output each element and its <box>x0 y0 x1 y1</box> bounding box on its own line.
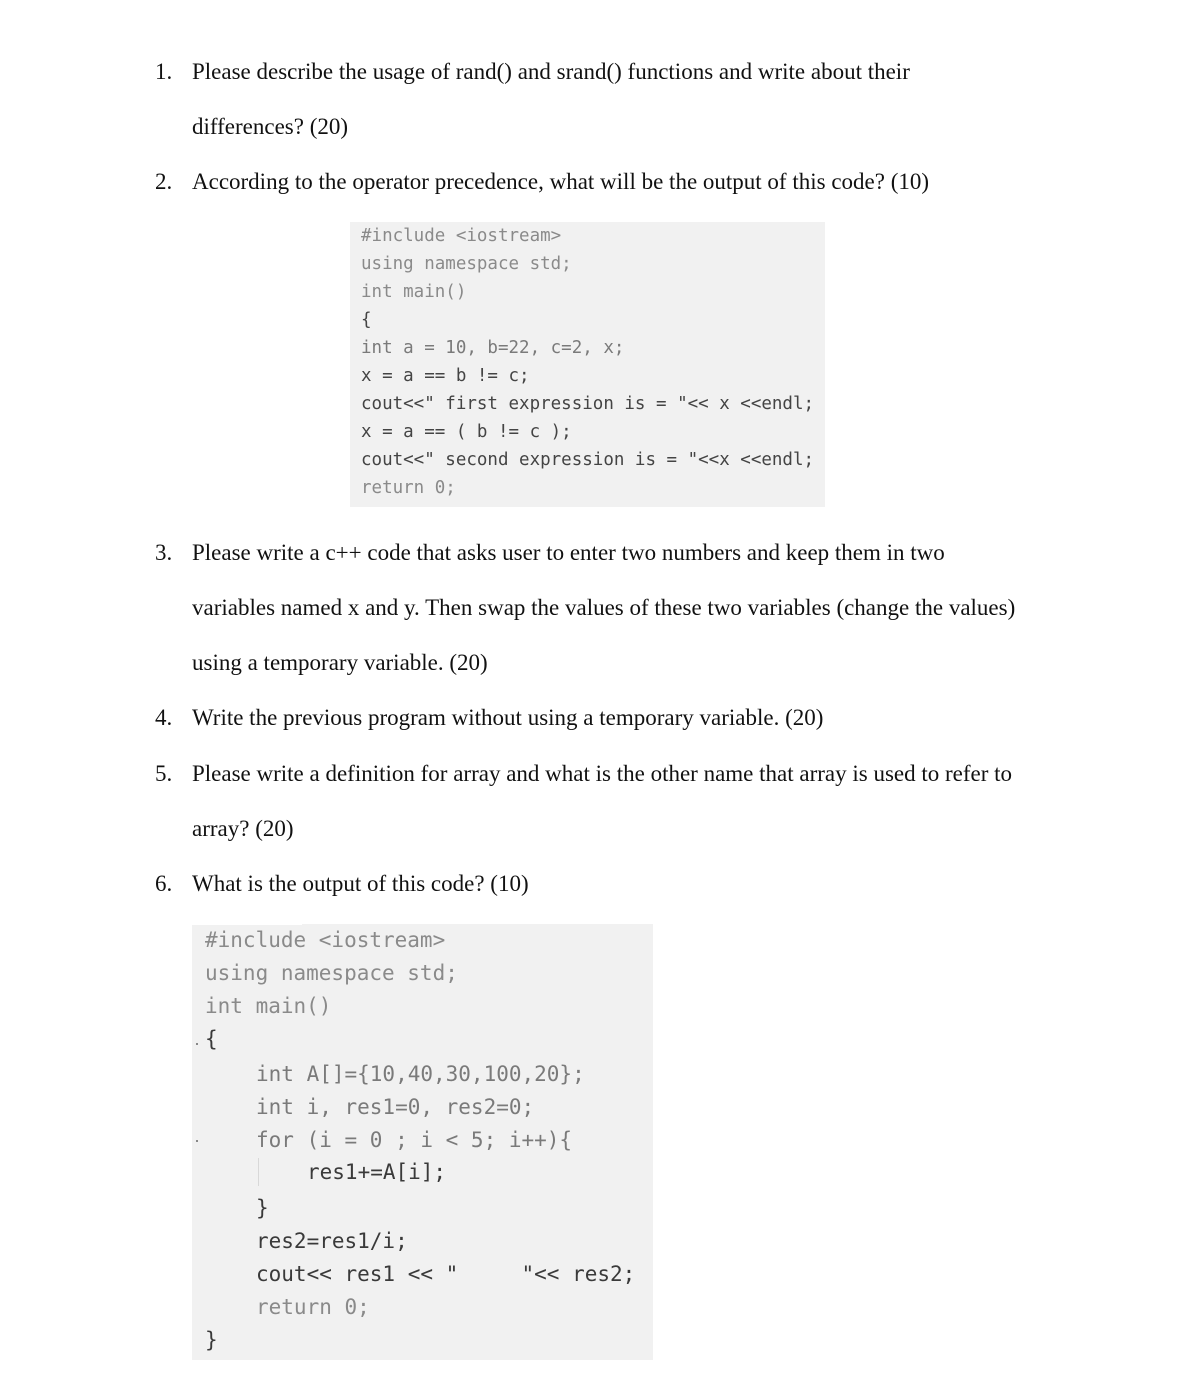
question-text: variables named x and y. Then swap the values of these two variables (change the values) <box>192 595 1016 620</box>
code-line: int main() <box>205 994 332 1018</box>
code-line: #include <iostream> <box>205 928 446 952</box>
code-line: int a = 10, b=22, c=2, x; <box>361 338 625 358</box>
code-line: int i, res1=0, res2=0; <box>256 1095 535 1119</box>
question-text: array? (20) <box>192 816 294 841</box>
question-number: 5. <box>155 761 173 786</box>
code-block-2 <box>192 924 653 1360</box>
indent-guide <box>258 1158 259 1186</box>
code-line: for (i = 0 ; i < 5; i++){ <box>256 1128 573 1152</box>
question-text: Write the previous program without using a temporary variable. (20) <box>192 705 824 730</box>
gutter-marker <box>196 1043 198 1045</box>
code-line: using namespace std; <box>361 254 572 274</box>
question-text: Please write a definition for array and what is the other name that array is used to refer to <box>192 761 1013 786</box>
question-number: 1. <box>155 59 173 84</box>
code-line: #include <iostream> <box>361 226 562 246</box>
code-line: cout<< res1 << " "<< res2; <box>256 1262 636 1286</box>
question-number: 2. <box>155 169 173 194</box>
question-text: Please describe the usage of rand() and srand() functions and write about their <box>192 59 910 84</box>
question-number: 3. <box>155 540 173 565</box>
code-line: x = a == ( b != c ); <box>361 422 572 442</box>
code-line: } <box>205 1328 218 1352</box>
question-text: using a temporary variable. (20) <box>192 650 488 675</box>
code-line: cout<<" first expression is = "<< x <<endl; <box>361 394 815 414</box>
code-line: cout<<" second expression is = "<<x <<endl; <box>361 450 815 470</box>
question-text: What is the output of this code? (10) <box>192 871 529 896</box>
code-block-top-notch <box>192 922 302 925</box>
code-line: return 0; <box>256 1295 370 1319</box>
code-line: return 0; <box>361 478 456 498</box>
gutter-marker <box>196 1140 198 1142</box>
question-text: According to the operator precedence, what will be the output of this code? (10) <box>192 169 930 194</box>
code-line: x = a == b != c; <box>361 366 530 386</box>
code-line: { <box>361 310 372 330</box>
code-line: } <box>256 1196 269 1220</box>
question-number: 4. <box>155 705 173 730</box>
code-block-1 <box>350 222 825 507</box>
code-line: int main() <box>361 282 467 302</box>
code-line: res2=res1/i; <box>256 1229 408 1253</box>
code-line: { <box>205 1027 218 1051</box>
question-text: Please write a c++ code that asks user to enter two numbers and keep them in two <box>192 540 945 565</box>
code-line: int A[]={10,40,30,100,20}; <box>256 1062 585 1086</box>
question-text: differences? (20) <box>192 114 349 139</box>
code-line: res1+=A[i]; <box>307 1160 447 1184</box>
code-line: using namespace std; <box>205 961 458 985</box>
question-number: 6. <box>155 871 173 896</box>
